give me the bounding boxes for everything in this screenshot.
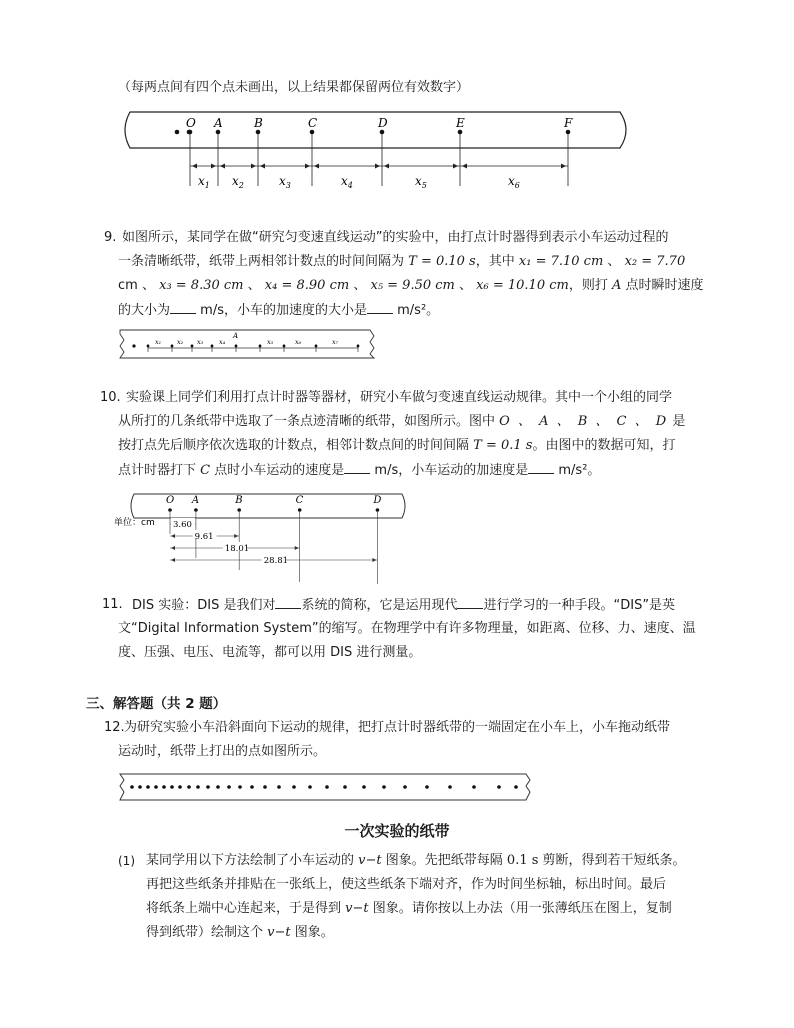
q9-line1: 如图所示，某同学在做“研究匀变速直线运动”的实验中，由打点计时器得到表示小车运动过程的 [122,230,669,245]
tape-label: x₇ [332,338,339,346]
answer-blank[interactable] [367,301,393,314]
tape-dot [362,785,366,789]
point-O [188,130,193,135]
tape-dot [191,345,194,348]
tape-dot [154,785,158,789]
tape-dot [497,785,501,789]
tape-dot [325,785,329,789]
segment-label-x2: $x_2$ [232,174,244,190]
answer-blank[interactable] [528,461,554,474]
tape-dot [227,785,231,789]
point-label-F: F [564,116,573,130]
tape-dot [238,785,242,789]
q12-text: 图象。 [294,925,334,940]
q9-x1: x₁ = 7.10 cm [518,254,604,269]
q10-line1: 实验课上同学们利用打点计时器等器材，研究小车做匀变速直线运动规律。其中一个小组的同学 [126,390,673,405]
tape-figure-1 [120,102,640,202]
q12-sub-line3 [146,900,672,918]
vt-symbol: v−t [345,901,369,916]
tape-dot [250,785,254,789]
tape-dot [514,785,518,789]
q9-sep: 、 [459,278,473,293]
segment-label-x3: $x_3$ [279,174,291,190]
q10-line3 [118,437,675,455]
q9-text: ，则打 [568,278,608,293]
tape-figure-q10 [112,486,412,584]
tape-label: x₄ [219,338,226,346]
tape-dot [343,785,347,789]
q12-interval: 0.1 s [506,853,539,868]
tape-dot [138,785,142,789]
tape-dot [171,345,174,348]
arrow-head [375,164,380,169]
tape-dot [175,130,180,135]
q9-x6: x₆ = 10.10 cm [476,278,569,293]
point-label-O: O [186,116,196,130]
tape-dot [130,785,134,789]
tape-dot [196,785,200,789]
tape-figure-q9 [118,326,380,362]
tape-dot [162,785,166,789]
arrow-head [305,164,310,169]
tape-dot [206,785,210,789]
tape-label: x₆ [295,338,302,346]
point-C [310,130,315,135]
figure-caption: 一次实验的纸带 [344,822,450,840]
point-label-A: A [191,495,200,506]
tape-dot [277,785,281,789]
q12-text: 得到纸带）绘制这个 [146,925,264,940]
q10-text: 点计时器打下 [118,463,197,478]
tape-dot [448,785,452,789]
q12-line1: 为研究实验小车沿斜面向下运动的规律，把打点计时器纸带的一端固定在小车上，小车拖动纸带 [124,720,671,735]
answer-blank[interactable] [457,596,483,609]
q11-number: 11. [102,597,123,612]
q9-sep: 、 [607,254,621,269]
tape-dot [187,785,191,789]
q9-x3: x₃ = 8.30 cm [159,278,244,293]
tape-dot [472,785,476,789]
q9-x2: x₂ = 7.70 [624,254,686,269]
answer-blank[interactable] [275,596,301,609]
q9-text: m/s，小车的加速度的大小是 [200,303,367,318]
q11-line1 [132,596,675,615]
point-label-D: D [378,116,388,130]
answer-blank[interactable] [344,461,370,474]
q10-T: T = 0.1 s [473,438,533,453]
q9-line3 [118,277,704,295]
q10-text: m/s，小车运动的加速度是 [374,463,529,478]
point-label-B: B [254,116,263,130]
point-F [566,130,571,135]
arrow-head [192,164,197,169]
tape-dot [235,345,238,348]
arrow-head [171,534,175,538]
tape-dot [283,345,286,348]
point-O [168,508,172,512]
q9-line2 [118,253,685,271]
q10-text: 点时小车运动的速度是 [214,463,345,478]
segment-label-x5: $x_5$ [415,174,427,190]
q9-sep: 、 [141,278,155,293]
q10-C: C [200,463,211,478]
point-label-D: D [373,495,382,506]
q9-x4: x₄ = 8.90 cm [264,278,350,293]
arrow-head [220,164,225,169]
q11-text: 进行学习的一种手段。“DIS”是英 [483,598,676,613]
answer-blank[interactable] [170,301,196,314]
segment-label-x1: $x_1$ [198,174,210,190]
tape-dot [263,785,267,789]
tape-figure-q12 [116,770,534,804]
tape-outline [125,112,626,148]
arrow-head [171,558,175,562]
sub-question-number: (1) [118,854,135,868]
point-label-O: O [166,495,175,506]
dimension-value: 9.61 [194,532,214,542]
q10-number: 10. [100,390,121,405]
tape-label: x₅ [267,338,274,346]
q9-x5: x₅ = 9.50 cm [370,278,455,293]
tape-dot [132,344,135,347]
tape-dot [147,345,150,348]
q9-text: m/s²。 [397,303,440,318]
tape-dot [178,785,182,789]
tape-dot [170,785,174,789]
q9-text: 一条清晰纸带，纸带上两相邻计数点的时间间隔为 [118,254,405,269]
q12-text: 图象。先把纸带每隔 [385,853,503,868]
tape-dot [216,785,220,789]
point-label-B: B [235,495,243,506]
point-D [380,130,385,135]
q9-A: A [612,278,622,293]
q12-text: 剪断，得到若干短纸条。 [542,853,686,868]
arrow-head [314,164,319,169]
q9-unit: cm [118,278,138,293]
arrow-head [260,164,265,169]
vt-symbol: v−t [267,925,291,940]
tape-dot [357,345,360,348]
segment-label-x6: $x_6$ [508,174,520,190]
q12-line2: 运动时，纸带上打出的点如图所示。 [118,744,327,759]
top-note: （每两点间有四个点未画出，以上结果都保留两位有效数字） [118,80,470,95]
q10-points: O 、 A 、 B 、 C 、 D [499,414,669,429]
arrow-head [384,164,389,169]
q10-text: 。由图中的数据可知，打 [532,438,676,453]
point-A [216,130,221,135]
tape-dot [292,785,296,789]
tape-dot [146,785,150,789]
dimension-value: 18.01 [224,544,250,554]
q10-text: m/s²。 [558,463,601,478]
point-A [194,508,198,512]
point-E [458,130,463,135]
q12-text: 图象。请你按以上办法（用一张薄纸压在图上，复制 [372,901,672,916]
dimension-value: 3.60 [172,520,192,530]
tape-label: x₂ [177,338,184,346]
tape-dot [308,785,312,789]
vt-symbol: v−t [358,853,382,868]
q10-text: 是 [672,414,686,429]
tape-label: A [233,332,239,340]
q9-line4 [118,301,439,320]
q10-text: 从所打的几条纸带中选取了一条点迹清晰的纸带，如图所示。图中 [118,414,496,429]
dimension-value: 28.81 [263,556,289,566]
tape-dot [315,345,318,348]
q10-text: 按打点先后顺序依次选取的计数点，相邻计数点间的时间间隔 [118,438,470,453]
q9-T: T = 0.10 s [408,254,476,269]
q9-text: 点时瞬时速度 [625,278,704,293]
point-label-E: E [456,116,465,130]
q11-line2: 文“Digital Information System”的缩写。在物理学中有许多物理量，如距离、位移、力、速度、温 [118,621,696,636]
q11-text: DIS 实验：DIS 是我们对 [132,598,276,613]
q12-text: 将纸条上端中心连起来，于是得到 [146,901,342,916]
point-B [237,508,241,512]
arrow-head [372,558,376,562]
arrow-head [234,534,238,538]
arrow-head [462,164,467,169]
tape-label: x₁ [155,338,162,346]
arrow-head [211,164,216,169]
tape-dot [425,785,429,789]
point-C [298,508,302,512]
tape-dot [211,345,214,348]
point-B [256,130,261,135]
unit-label: 单位：cm [114,518,155,528]
q9-text: ，其中 [475,254,515,269]
q12-text: 某同学用以下方法绘制了小车运动的 [146,853,355,868]
tape-label: x₃ [197,338,204,346]
point-label-C: C [295,495,304,506]
q12-number: 12. [104,720,125,735]
segment-label-x4: $x_4$ [341,174,353,190]
point-label-C: C [308,116,318,130]
q10-line4 [118,461,600,480]
q9-text: 的大小为 [118,303,171,318]
q9-number: 9. [104,230,117,245]
q12-sub-line1 [146,852,686,870]
q11-text: 系统的简称，它是运用现代 [301,598,458,613]
tape-dot [259,345,262,348]
arrow-head [251,164,256,169]
q12-sub-line2: 再把这些纸条并排贴在一张纸上，使这些纸条下端对齐，作为时间坐标轴，标出时间。最后 [146,877,667,892]
tape-dot [382,785,386,789]
arrow-head [295,546,299,550]
q10-line2 [118,413,685,431]
point-label-A: A [214,116,223,130]
arrow-head [453,164,458,169]
arrow-head [171,546,175,550]
q11-line3: 度、压强、电压、电流等，都可以用 DIS 进行测量。 [118,645,422,660]
arrow-head [561,164,566,169]
q12-sub-line4 [146,924,334,942]
q9-sep: 、 [353,278,367,293]
tape-dot [403,785,407,789]
section-heading: 三、解答题（共 2 题） [86,696,227,712]
q9-sep: 、 [247,278,261,293]
point-D [376,508,380,512]
